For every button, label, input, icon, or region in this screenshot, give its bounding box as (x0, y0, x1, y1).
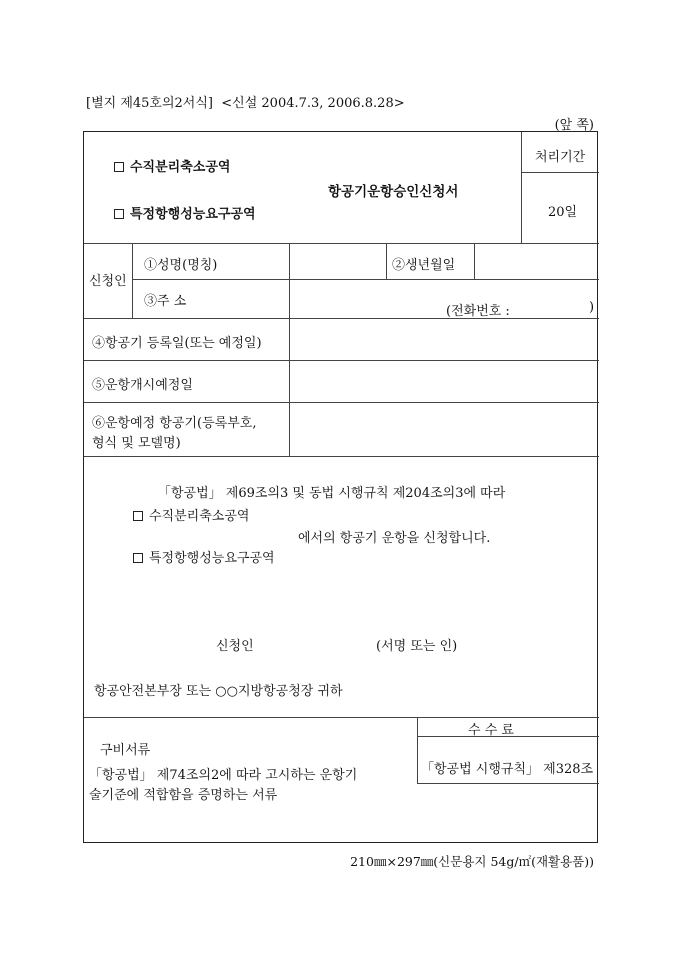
fee-title: 수 수 료 (468, 723, 514, 738)
title-option-1-label: 수직분리축소공역 (130, 160, 231, 175)
cell-divider (386, 243, 387, 279)
checkbox-statement-performance[interactable] (133, 553, 143, 563)
form-number: [별지 제45호의2서식] (86, 96, 213, 111)
documents-title: 구비서류 (100, 743, 151, 758)
cell-divider (289, 243, 290, 279)
operation-start-field[interactable] (296, 366, 592, 396)
registration-date-label: ④항공기 등록일(또는 예정일) (92, 336, 262, 351)
statement-option-2[interactable] (133, 547, 275, 566)
fee-bottom-line (417, 783, 599, 784)
phone-close: ) (589, 300, 595, 315)
period-divider (521, 172, 599, 173)
statement-option-1[interactable] (133, 505, 249, 524)
fee-divider (417, 717, 418, 783)
field-divider (289, 318, 290, 456)
form-title: 항공기운항승인신청서 (328, 184, 459, 200)
processing-period-label: 처리기간 (535, 150, 586, 165)
applicant-section-label: 신청인 (89, 274, 127, 289)
name-field[interactable] (294, 254, 380, 272)
name-label: ①성명(명칭) (144, 258, 218, 273)
statement-option-1-label: 수직분리축소공역 (149, 509, 250, 524)
processing-period-value: 20일 (548, 205, 578, 220)
revision-note: <신설 2004.7.3, 2006.8.28> (221, 96, 405, 111)
operation-start-label: ⑤운항개시예정일 (92, 378, 193, 393)
address-label: ③주 소 (144, 294, 187, 309)
row-separator (84, 456, 599, 457)
aircraft-field[interactable] (296, 408, 592, 450)
aircraft-label-line1: ⑥운항예정 항공기(등록부호, (92, 416, 257, 431)
cell-divider (474, 243, 475, 279)
application-form (83, 131, 598, 843)
checkbox-vertical-separation[interactable] (114, 162, 124, 172)
row-separator (84, 243, 599, 244)
title-option-2-label: 특정항행성능요구공역 (130, 207, 256, 222)
cell-divider (289, 279, 290, 318)
applicant-divider (132, 243, 133, 318)
row-separator (84, 318, 599, 319)
front-side-label: (앞 쪽) (554, 118, 594, 133)
aircraft-label-line2: 형식 및 모델명) (92, 436, 181, 451)
fee-value: 「항공법 시행규칙」 제328조 (421, 762, 594, 777)
birthdate-field[interactable] (480, 254, 592, 272)
title-option-1[interactable] (114, 156, 230, 175)
addressee-text: 항공안전본부장 또는 ○○지방항공청장 귀하 (94, 684, 343, 699)
request-text: 에서의 항공기 운항을 신청합니다. (298, 531, 491, 546)
row-separator (84, 402, 599, 403)
documents-line2: 술기준에 적합함을 증명하는 서류 (89, 788, 278, 803)
row-separator (84, 717, 599, 718)
title-option-2[interactable] (114, 203, 256, 222)
checkbox-performance-based[interactable] (114, 209, 124, 219)
birthdate-label: ②생년월일 (392, 258, 456, 273)
row-separator (84, 360, 599, 361)
paper-spec: 210㎜×297㎜(신문용지 54g/㎡(재활용품)) (350, 854, 594, 869)
phone-label: (전화번호 : (446, 304, 510, 319)
documents-line1: 「항공법」 제74조의2에 따라 고시하는 운항기 (89, 768, 358, 783)
signer-label: 신청인 (216, 639, 254, 654)
row-separator (132, 279, 599, 280)
signature-label[interactable]: (서명 또는 인) (376, 639, 458, 654)
statement-option-2-label: 특정항행성능요구공역 (149, 551, 275, 566)
legal-basis-text: 「항공법」 제69조의3 및 동법 시행규칙 제204조의3에 따라 (158, 486, 506, 501)
checkbox-statement-vertical[interactable] (133, 511, 143, 521)
title-divider (521, 132, 522, 243)
registration-date-field[interactable] (296, 324, 592, 354)
form-number-header (86, 92, 405, 111)
